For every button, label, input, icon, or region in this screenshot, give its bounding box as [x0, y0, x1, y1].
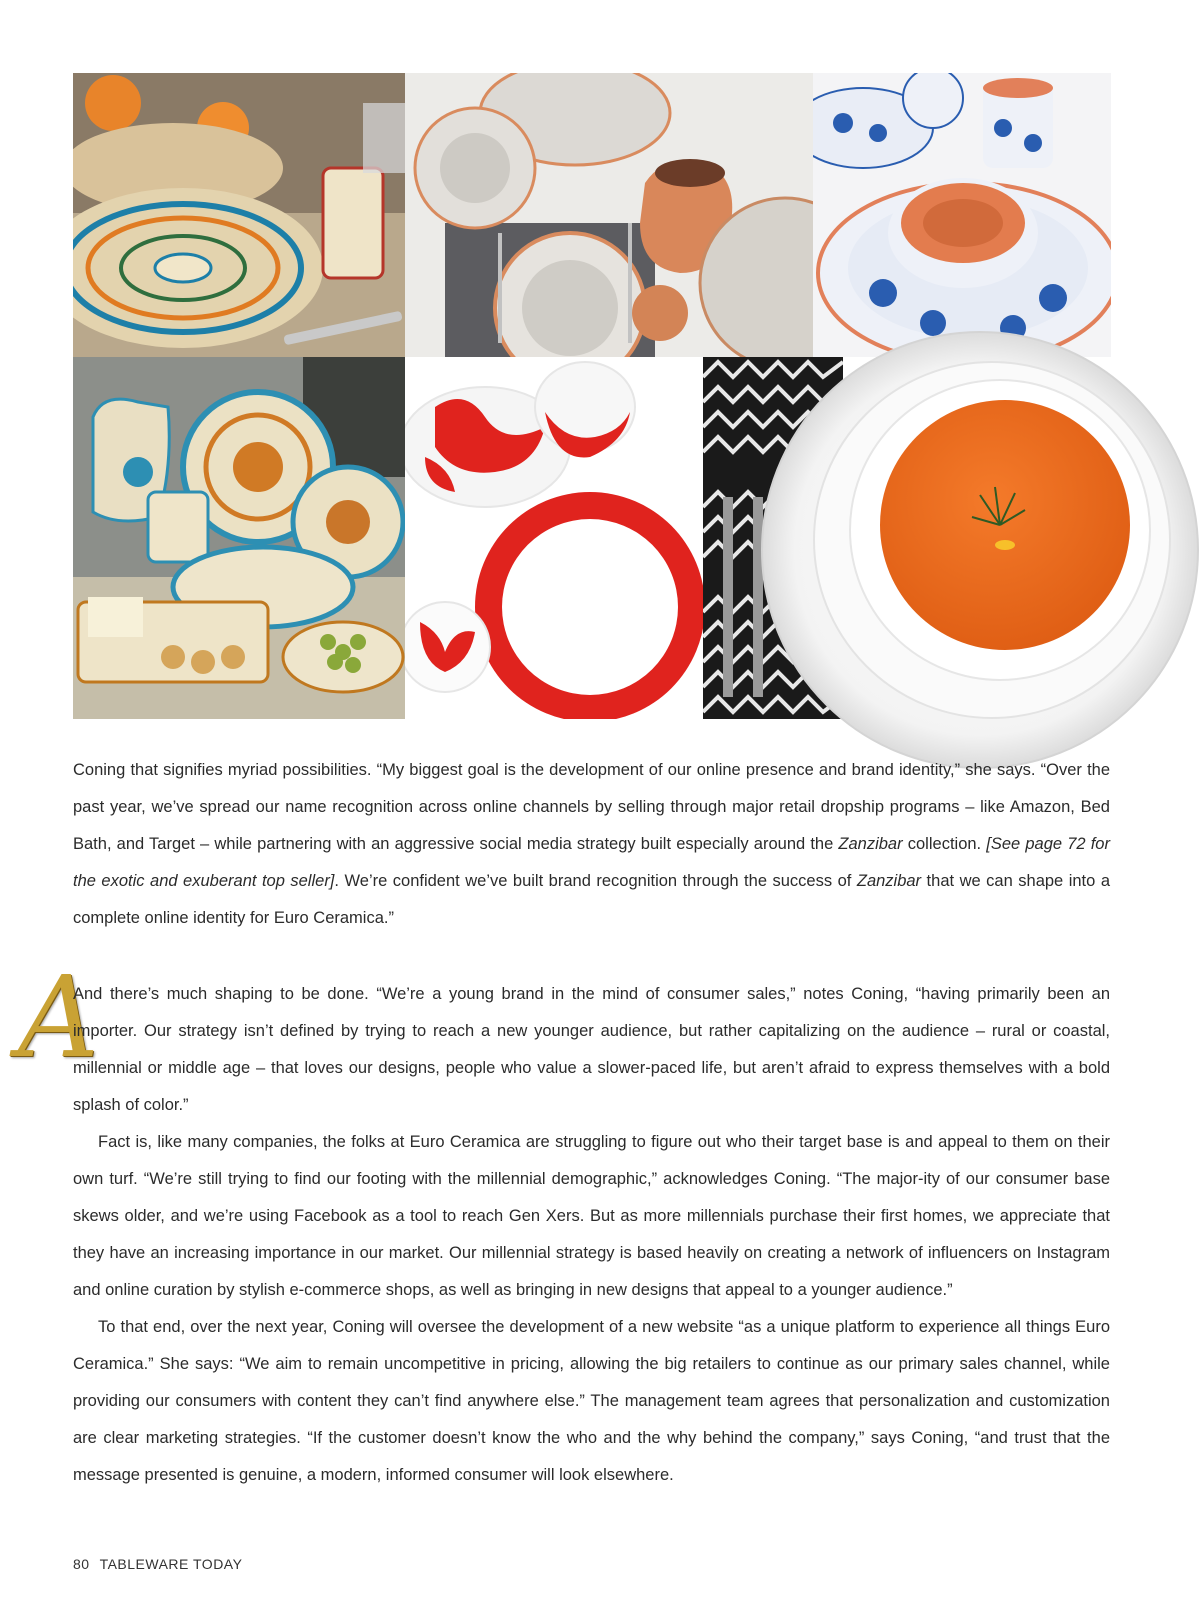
red-damask-dinnerware-photo	[405, 357, 703, 719]
decorative-drop-cap: A	[18, 953, 99, 1083]
white-bowl-tomato-soup-photo	[760, 330, 1200, 770]
intro-collection-name: Zanzibar	[856, 872, 922, 890]
duomo-dinnerware-photo	[73, 73, 405, 357]
blue-flower-dinnerware-photo	[813, 73, 1111, 357]
article-intro-paragraph	[73, 752, 1110, 937]
article-body	[73, 976, 1110, 1494]
intro-text: that we can shape into a complete online identity for Euro Ceramica.”	[73, 872, 1110, 927]
article-paragraph: Fact is, like many companies, the folks at Euro Ceramica are struggling to figure out who their target base is and appeal to them on their own turf. “We’re still trying to find our footing with the millennial demographic,” acknowledges Coning. “The major-ity of our consumer base skews older, and we’re using Facebook as a tool to reach Gen Xers. But as more millennials purchase their first homes, we appreciate that they have an increasing importance in our market. Our millennial strategy is based heavily on creating a network of influencers on Instagram and online curation by stylish e-commerce shops, as well as bringing in new designs that appeal to a younger audience.”	[73, 1133, 1110, 1299]
intro-page-reference: [See page 72 for the exotic and exuberant top seller]	[73, 835, 1110, 890]
intro-text: Coning that signifies myriad possibilities. “My biggest goal is the development of our online presence and brand identity,” she says. “Over the past year, we’ve spread our name recognition across online channels by selling through major retail dropship programs – like Amazon, Bed Bath, and Target – while partnering with an aggressive social media strategy built especially around the	[73, 761, 1110, 853]
publication-name: TABLEWARE TODAY	[99, 1556, 243, 1572]
page-footer	[73, 1556, 242, 1572]
intro-text: . We’re confident we’ve built brand recognition through the success of	[334, 872, 857, 890]
article-paragraph: And there’s much shaping to be done. “We’re a young brand in the mind of consumer sales,” notes Coning, “having primarily been an importer. Our strategy isn’t defined by trying to reach a new younger audience, but rather capitalizing on the audience – rural or coastal, millennial or middle age – that loves our designs, people who value a slower-paced life, but aren’t afraid to express themselves with a bold splash of color.”	[73, 985, 1110, 1114]
page-number: 80	[73, 1556, 90, 1572]
duomo-serveware-photo	[73, 357, 405, 719]
intro-collection-name: Zanzibar	[838, 835, 903, 853]
grey-flower-dinnerware-photo	[405, 73, 813, 357]
article-paragraph: To that end, over the next year, Coning will oversee the development of a new website “as a unique platform to experience all things Euro Ceramica.” She says: “We aim to remain uncompetitive in pricing, allowing the big retailers to continue as our primary sales channel, while providing our consumers with content they can’t find anywhere else.” The management team agrees that personalization and customization are clear marketing strategies. “If the customer doesn’t know the who and the why behind the company,” says Coning, “and trust that the message presented is genuine, a modern, informed consumer will look elsewhere.	[73, 1318, 1110, 1484]
intro-text: collection.	[902, 835, 987, 853]
